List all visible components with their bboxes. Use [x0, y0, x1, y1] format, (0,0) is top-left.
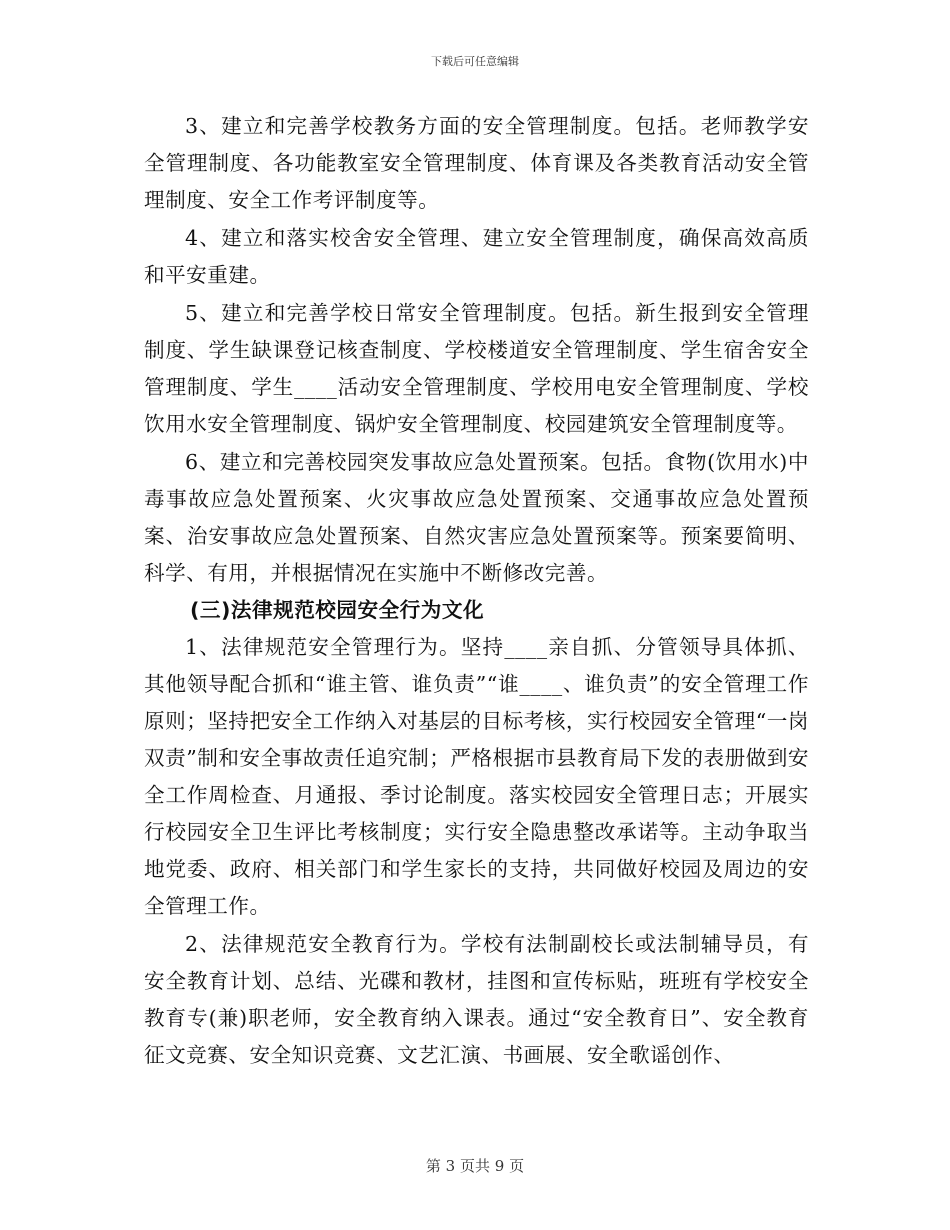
- paragraph-item-5: 5、建立和完善学校日常安全管理制度。包括。新生报到安全管理制度、学生缺课登记核查制度、学校楼道安全管理制度、学生宿舍安全管理制度、学生____活动安全管理制度、学校用电安全管理制度、学校饮用水安全管理制度、锅炉安全管理制度、校园建筑安全管理制度等。: [144, 301, 809, 436]
- paragraph-item-4: 4、建立和落实校舍安全管理、建立安全管理制度，确保高效高质和平安重建。: [144, 226, 809, 287]
- paragraph-item-3: 3、建立和完善学校教务方面的安全管理制度。包括。老师教学安全管理制度、各功能教室安全管理制度、体育课及各类教育活动安全管理制度、安全工作考评制度等。: [144, 114, 809, 212]
- page-header-note: 下载后可任意编辑: [431, 55, 519, 68]
- section-heading: (三)法律规范校园安全行为文化: [190, 598, 485, 622]
- paragraph-law-education: 2、法律规范安全教育行为。学校有法制副校长或法制辅导员，有安全教育计划、总结、光碟和教材，挂图和宣传标贴，班班有学校安全教育专(兼)职老师，安全教育纳入课表。通过“安全教育日”、安全教育征文竞赛、安全知识竞赛、文艺汇演、书画展、安全歌谣创作、: [144, 932, 809, 1067]
- paragraph-law-management: 1、法律规范安全管理行为。坚持____亲自抓、分管领导具体抓、其他领导配合抓和“谁主管、谁负责”“谁____、谁负责”的安全管理工作原则；坚持把安全工作纳入对基层的目标考核，实行校园安全管理“一岗双责”制和安全事故责任追究制；严格根据市县教育局下发的表册做到安全工作周检查、月通报、季讨论制度。落实校园安全管理日志；开展实行校园安全卫生评比考核制度；实行安全隐患整改承诺等。主动争取当地党委、政府、相关部门和学生家长的支持，共同做好校园及周边的安全管理工作。: [144, 635, 809, 918]
- paragraph-item-6: 6、建立和完善校园突发事故应急处置预案。包括。食物(饮用水)中毒事故应急处置预案、火灾事故应急处置预案、交通事故应急处置预案、治安事故应急处置预案、自然灾害应急处置预案等。预案要简明、科学、有用，并根据情况在实施中不断修改完善。: [144, 450, 809, 585]
- document-body: [144, 108, 809, 1074]
- page-number: 第 3 页共 9 页: [425, 1157, 525, 1175]
